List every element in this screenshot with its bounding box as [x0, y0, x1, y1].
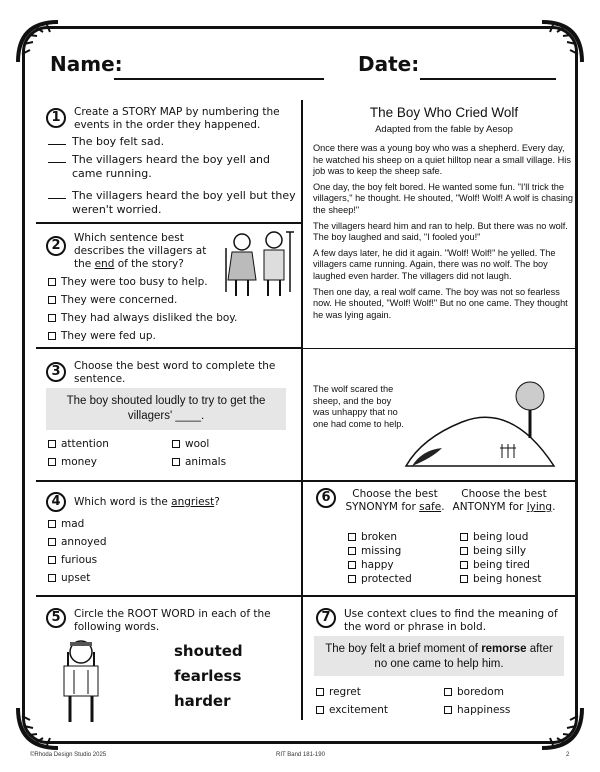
question-number: 3 — [46, 362, 66, 382]
date-field[interactable] — [420, 78, 556, 80]
divider — [303, 348, 576, 349]
q7-option[interactable]: excitement — [316, 704, 388, 716]
q7-sentence: The boy felt a brief moment of remorse after no one came to help him. — [314, 636, 564, 676]
q4-option[interactable]: furious — [48, 554, 97, 566]
q6-synonym-option[interactable]: protected — [348, 573, 412, 585]
root-word[interactable]: fearless — [174, 667, 242, 685]
story-map-item[interactable]: The boy felt sad. — [48, 135, 296, 149]
q7-option[interactable]: regret — [316, 686, 361, 698]
name-field[interactable] — [114, 78, 324, 80]
q7-option[interactable]: boredom — [444, 686, 504, 698]
footer-copyright: ©Rhoda Design Studio 2025 — [30, 752, 107, 758]
corner-leaf-icon — [540, 706, 586, 752]
root-word[interactable]: shouted — [174, 642, 243, 660]
q2-option[interactable]: They had always disliked the boy. — [48, 312, 237, 324]
story-subtitle: Adapted from the fable by Aesop — [375, 124, 513, 135]
q6-synonym-heading: Choose the best SYNONYM for safe. — [345, 488, 445, 513]
story-paragraph: Then one day, a real wolf came. The boy was not so fearless now. He shouted, "Wolf! Wolf!" But no one came. They thought he was lying again. — [313, 286, 568, 320]
q4-option[interactable]: upset — [48, 572, 90, 584]
story-map-item[interactable]: The villagers heard the boy yell but they weren't worried. — [48, 189, 296, 217]
q6-antonym-option[interactable]: being silly — [460, 545, 526, 557]
divider — [36, 480, 576, 482]
story-text — [313, 143, 575, 325]
story-map-item[interactable]: The villagers heard the boy yell and came running. — [48, 153, 296, 181]
q2-option[interactable]: They were concerned. — [48, 294, 177, 306]
divider — [36, 347, 301, 349]
question-number: 5 — [46, 608, 66, 628]
q3-option[interactable]: wool — [172, 438, 209, 450]
story-title: The Boy Who Cried Wolf — [369, 105, 519, 120]
q6-synonym-option[interactable]: missing — [348, 545, 401, 557]
q4-option[interactable]: mad — [48, 518, 84, 530]
root-word[interactable]: harder — [174, 692, 231, 710]
q3-option[interactable]: attention — [48, 438, 109, 450]
name-label: Name: — [50, 52, 123, 76]
question-number: 7 — [316, 608, 336, 628]
q2-option[interactable]: They were too busy to help. — [48, 276, 208, 288]
column-divider — [301, 100, 303, 720]
question-number: 2 — [46, 236, 66, 256]
question-number: 4 — [46, 492, 66, 512]
q6-antonym-option[interactable]: being honest — [460, 573, 541, 585]
q6-antonym-heading: Choose the best ANTONYM for lying. — [452, 488, 556, 513]
q2-option[interactable]: They were fed up. — [48, 330, 156, 342]
villagers-illustration — [220, 228, 298, 300]
q2-prompt: Which sentence best describes the villagers at the end of the story? — [74, 232, 207, 270]
story-paragraph: The wolf scared the sheep, and the boy was unhappy that no one had come to help. — [313, 384, 404, 429]
boy-illustration — [50, 634, 112, 726]
divider — [36, 595, 576, 597]
q5-prompt: Circle the ROOT WORD in each of the following words. — [74, 608, 271, 633]
q6-synonym-option[interactable]: happy — [348, 559, 394, 571]
date-label: Date: — [358, 52, 420, 76]
q3-option[interactable]: money — [48, 456, 97, 468]
q3-option[interactable]: animals — [172, 456, 226, 468]
hill-illustration — [402, 378, 558, 470]
q3-sentence: The boy shouted loudly to try to get the villagers' ____. — [46, 388, 286, 430]
q7-option[interactable]: happiness — [444, 704, 510, 716]
story-paragraph: A few days later, he did it again. "Wolf! Wolf!" he yelled. The villagers came running. Again, there was no wolf. The boy laughed even harder. The villagers did not laugh. — [313, 247, 556, 281]
story-paragraph: Once there was a young boy who was a shepherd. Every day, he watched his sheep on a quiet hilltop near a small village. His job was to keep the sheep safe. — [313, 143, 571, 177]
question-number: 1 — [46, 108, 66, 128]
header — [42, 52, 558, 86]
footer-band: RIT Band 181-190 — [276, 752, 325, 758]
q6-antonym-option[interactable]: being tired — [460, 559, 530, 571]
q1-prompt: Create a STORY MAP by numbering the events in the order they happened. — [74, 106, 280, 131]
q6-antonym-option[interactable]: being loud — [460, 531, 528, 543]
story-paragraph: The villagers heard him and ran to help. But there was no wolf. The boy laughed and said, "I fooled you!" — [313, 220, 568, 243]
question-number: 6 — [316, 488, 336, 508]
page-number: 2 — [566, 752, 570, 758]
q3-prompt: Choose the best word to complete the sentence. — [74, 360, 276, 385]
q7-prompt: Use context clues to find the meaning of the word or phrase in bold. — [344, 608, 558, 633]
q4-option[interactable]: annoyed — [48, 536, 107, 548]
story-paragraph: One day, the boy felt bored. He wanted some fun. "I'll trick the villagers," he thought. He shouted, "Wolf! Wolf! A wolf is chasing the sheep!" — [313, 181, 573, 215]
divider — [36, 222, 301, 224]
q4-prompt: Which word is the angriest? — [74, 496, 220, 508]
q6-synonym-option[interactable]: broken — [348, 531, 397, 543]
